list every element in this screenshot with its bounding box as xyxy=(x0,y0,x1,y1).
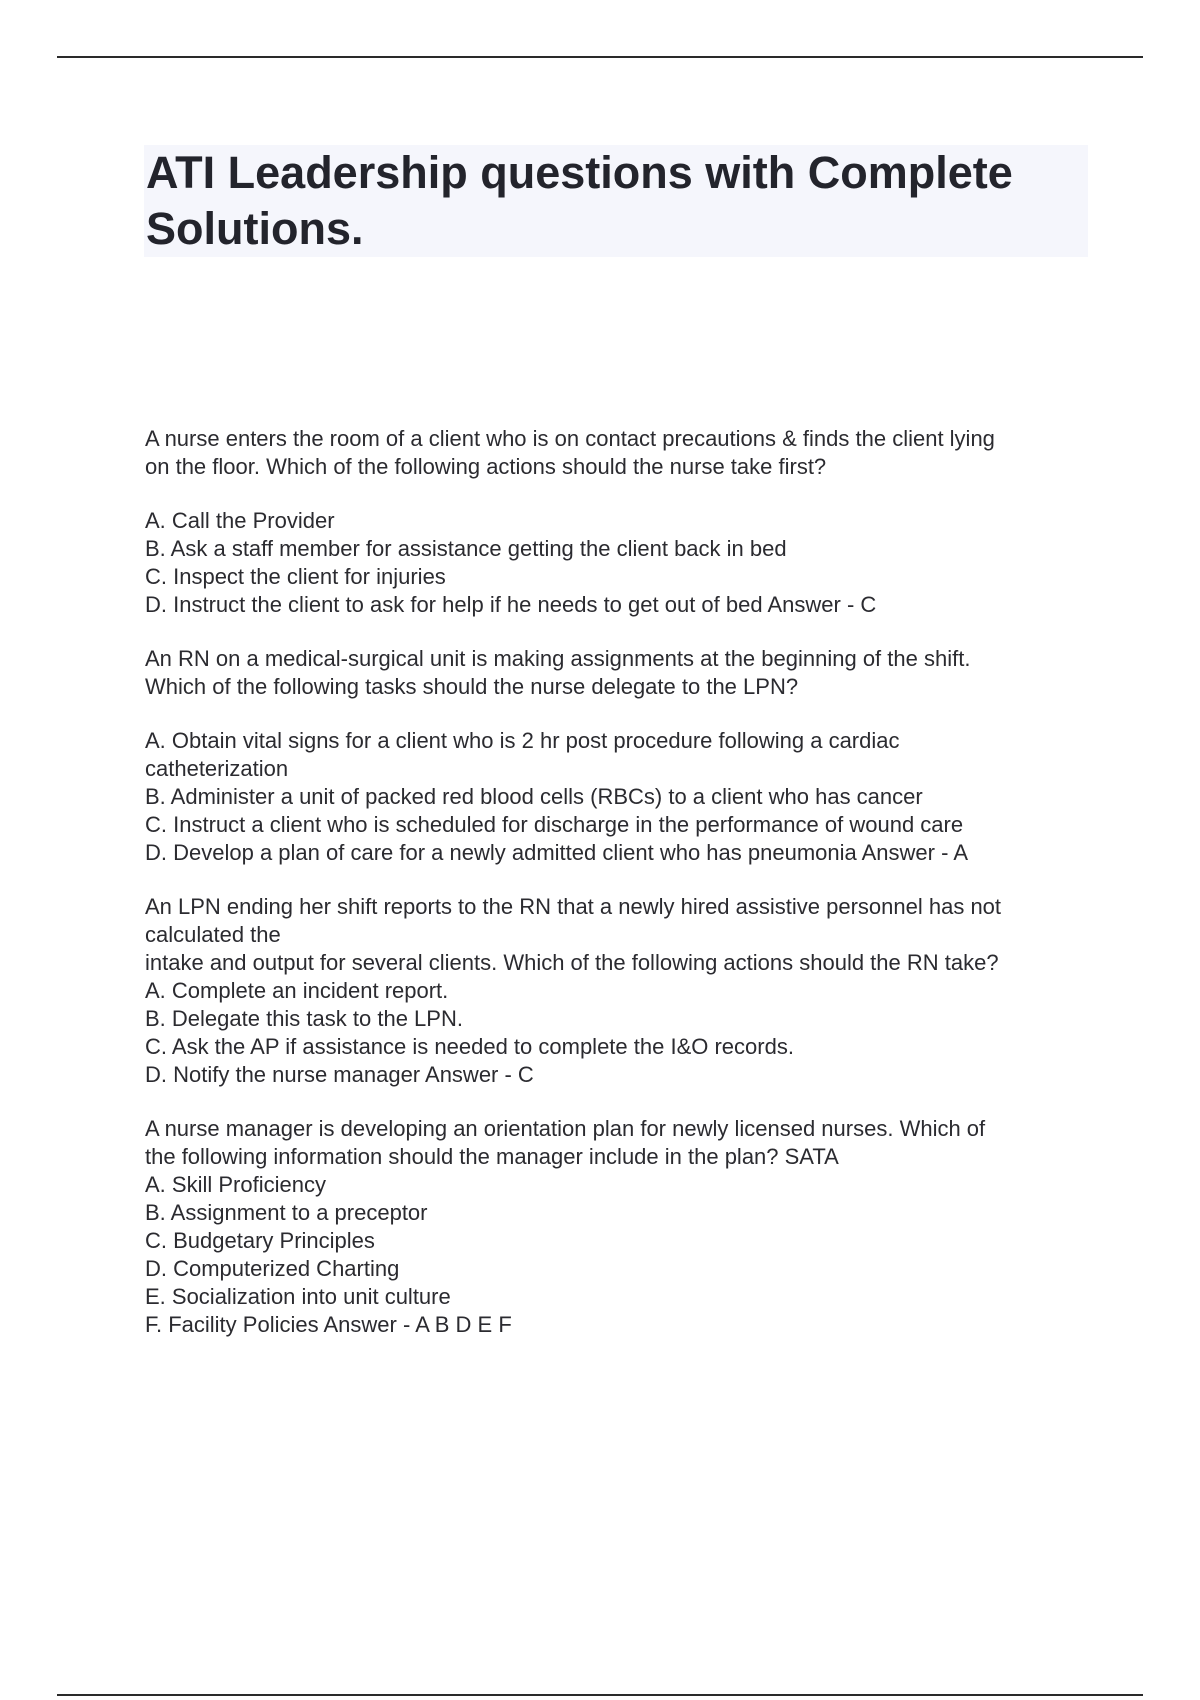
answer-option: C. Ask the AP if assistance is needed to complete the I&O records. xyxy=(145,1034,794,1059)
question-stem-line: intake and output for several clients. Which of the following actions should the RN take? xyxy=(145,950,999,975)
answer-option: D. Notify the nurse manager Answer - C xyxy=(145,1062,534,1087)
stem-gap xyxy=(145,481,1095,507)
answer-option: D. Develop a plan of care for a newly admitted client who has pneumonia Answer - A xyxy=(145,840,969,865)
question-stem-line: the following information should the manager include in the plan? SATA xyxy=(145,1144,839,1169)
question-stem-line: An LPN ending her shift reports to the RN that a newly hired assistive personnel has not xyxy=(145,894,1002,919)
answer-option: B. Ask a staff member for assistance getting the client back in bed xyxy=(145,536,787,561)
top-rule xyxy=(57,56,1143,58)
answer-option: B. Delegate this task to the LPN. xyxy=(145,1006,463,1031)
title-block xyxy=(144,145,1088,257)
answer-option: A. Call the Provider xyxy=(145,508,335,533)
answer-option: D. Instruct the client to ask for help if he needs to get out of bed Answer - C xyxy=(145,592,877,617)
answer-option: F. Facility Policies Answer - A B D E F xyxy=(145,1312,512,1337)
question-stem-line: Which of the following tasks should the nurse delegate to the LPN? xyxy=(145,674,799,699)
answer-option: catheterization xyxy=(145,756,289,781)
question-stem-line: An RN on a medical-surgical unit is making assignments at the beginning of the shift. xyxy=(145,646,971,671)
answer-option: E. Socialization into unit culture xyxy=(145,1284,451,1309)
answer-option: D. Computerized Charting xyxy=(145,1256,400,1281)
stem-gap xyxy=(145,701,1095,727)
bottom-rule xyxy=(57,1694,1143,1696)
answer-option: A. Complete an incident report. xyxy=(145,978,449,1003)
question-stem-line: calculated the xyxy=(145,922,281,947)
question-1 xyxy=(145,425,1095,619)
document-title: ATI Leadership questions with Complete Solutions. xyxy=(146,147,1013,254)
questions-list xyxy=(145,425,1095,1365)
question-2 xyxy=(145,645,1095,867)
answer-option: C. Budgetary Principles xyxy=(145,1228,375,1253)
question-4 xyxy=(145,1115,1095,1339)
question-stem-line: A nurse manager is developing an orientation plan for newly licensed nurses. Which of xyxy=(145,1116,986,1141)
question-stem-line: A nurse enters the room of a client who is on contact precautions & finds the client lying xyxy=(145,426,995,451)
question-3 xyxy=(145,893,1095,1089)
answer-option: B. Assignment to a preceptor xyxy=(145,1200,428,1225)
answer-option: A. Skill Proficiency xyxy=(145,1172,326,1197)
question-stem-line: on the floor. Which of the following actions should the nurse take first? xyxy=(145,454,827,479)
answer-option: C. Instruct a client who is scheduled for discharge in the performance of wound care xyxy=(145,812,964,837)
answer-option: A. Obtain vital signs for a client who is 2 hr post procedure following a cardiac xyxy=(145,728,900,753)
answer-option: C. Inspect the client for injuries xyxy=(145,564,446,589)
answer-option: B. Administer a unit of packed red blood cells (RBCs) to a client who has cancer xyxy=(145,784,923,809)
